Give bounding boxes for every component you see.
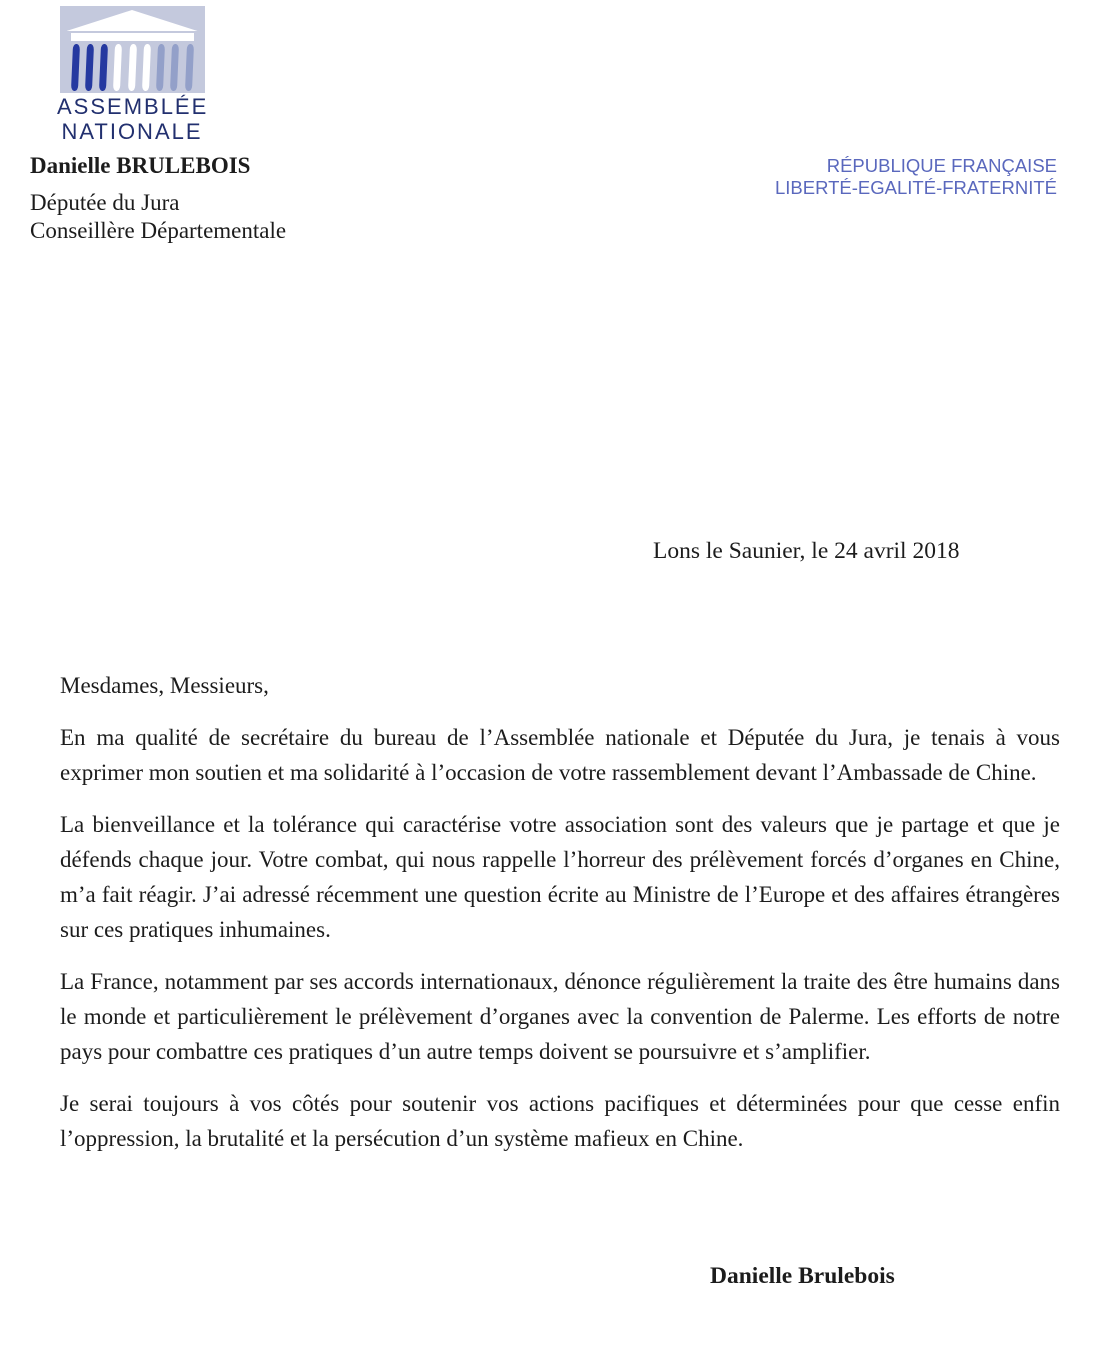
sender-block bbox=[30, 153, 286, 245]
sender-name: Danielle BRULEBOIS bbox=[30, 153, 251, 178]
dateline: Lons le Saunier, le 24 avril 2018 bbox=[653, 538, 960, 564]
column-stroke bbox=[113, 44, 122, 91]
column-stroke bbox=[184, 44, 193, 91]
paragraph: En ma qualité de secrétaire du bureau de l’Assemblée nationale et Députée du Jura, je tenais à vous exprimer mon soutien et ma solidarité à l’occasion de votre rassemblement devant l’Ambassade de Chine. bbox=[60, 725, 1060, 785]
republic-block bbox=[775, 155, 1057, 198]
assemblee-nationale-logo bbox=[57, 6, 207, 143]
column-stroke bbox=[99, 44, 108, 91]
column-stroke bbox=[127, 44, 136, 91]
column-stroke bbox=[142, 44, 151, 91]
logo-caption-line1: ASSEMBLÉE bbox=[57, 94, 209, 119]
signature-name: Danielle Brulebois bbox=[710, 1263, 895, 1289]
sender-title-conseillere: Conseillère Départementale bbox=[30, 218, 287, 243]
column-stroke bbox=[70, 44, 79, 91]
republic-line1: RÉPUBLIQUE FRANÇAISE bbox=[826, 155, 1057, 176]
pediment-roof-icon bbox=[67, 10, 198, 31]
sender-title-deputee: Députée du Jura bbox=[30, 190, 180, 215]
paragraph: Je serai toujours à vos côtés pour soutenir vos actions pacifiques et déterminées pour que cesse enfin l’oppression, la brutalité et la persécution d’un système mafieux en Chine. bbox=[60, 1091, 1060, 1151]
column-stroke bbox=[170, 44, 179, 91]
column-stroke bbox=[85, 44, 94, 91]
republic-line2: LIBERTÉ-EGALITÉ-FRATERNITÉ bbox=[775, 176, 1057, 198]
logo-caption-line2: NATIONALE bbox=[61, 119, 203, 144]
logo-emblem bbox=[60, 6, 205, 93]
pediment-entablature-icon bbox=[71, 33, 194, 41]
paragraph: La France, notamment par ses accords internationaux, dénonce régulièrement la traite des être humains dans le monde et particulièrement le prélèvement d’organes avec la convention de Palerme. Les efforts de notre pays pour combattre ces pratiques d’un autre temps doivent se poursuivre et s’amplifier. bbox=[60, 969, 1060, 1064]
colonnade-icon bbox=[72, 44, 193, 91]
column-stroke bbox=[156, 44, 165, 91]
salutation: Mesdames, Messieurs, bbox=[60, 673, 269, 698]
paragraph: La bienveillance et la tolérance qui caractérise votre association sont des valeurs que je partage et que je défends chaque jour. Votre combat, qui nous rappelle l’horreur des prélèvement forcés d’organes en Chine, m’a fait réagir. J’ai adressé récemment une question écrite au Ministre de l’Europe et des affaires étrangères sur ces pratiques inhumaines. bbox=[60, 812, 1060, 942]
letter-body bbox=[60, 668, 1060, 1173]
